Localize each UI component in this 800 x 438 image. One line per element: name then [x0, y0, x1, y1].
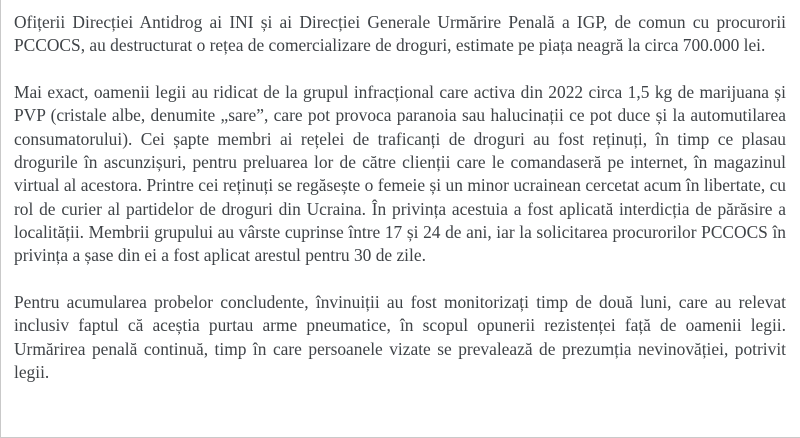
article-paragraph-1: Ofițerii Direcției Antidrog ai INI și ai Direcției Generale Urmărire Penală a IGP, de comun cu procurorii PCCOCS, au destructurat o rețea de comercializare de droguri, estimate pe piața neagră la circa 700.000 lei.: [14, 12, 786, 56]
article-paragraph-2: Mai exact, oamenii legii au ridicat de la grupul infracțional care activa din 2022 circa 1,5 kg de marijuana și PVP (cristale albe, denumite „sare”, care pot provoca paranoia sau halucinații ce pot duce și la automutilarea consumatorului). Cei șapte membri ai rețelei de traficanți de droguri au fost reținuți, în timp ce plasau drogurile în ascunzișuri, pentru preluarea lor de către clienții care le comandaseră pe internet, în magazinul virtual al acestora. Printre cei reținuți se regăsește o femeie și un minor ucrainean cercetat acum în libertate, cu rol de curier al partidelor de droguri din Ucraina. În privința acestuia a fost aplicată interdicția de părăsire a localității. Membrii grupului au vârste cuprinse între 17 și 24 de ani, iar la solicitarea procurorilor PCCOCS în privința a șase din ei a fost aplicat arestul pentru 30 de zile.: [14, 82, 786, 266]
article-paragraph-3: Pentru acumularea probelor concludente, învinuiții au fost monitorizați timp de două luni, care au relevat inclusiv faptul că aceștia purtau arme pneumatice, în scopul opunerii rezistenței față de oamenii legii. Urmărirea penală continuă, timp în care persoanele vizate se prevalează de prezumția nevinovăției, potrivit legii.: [14, 291, 786, 382]
